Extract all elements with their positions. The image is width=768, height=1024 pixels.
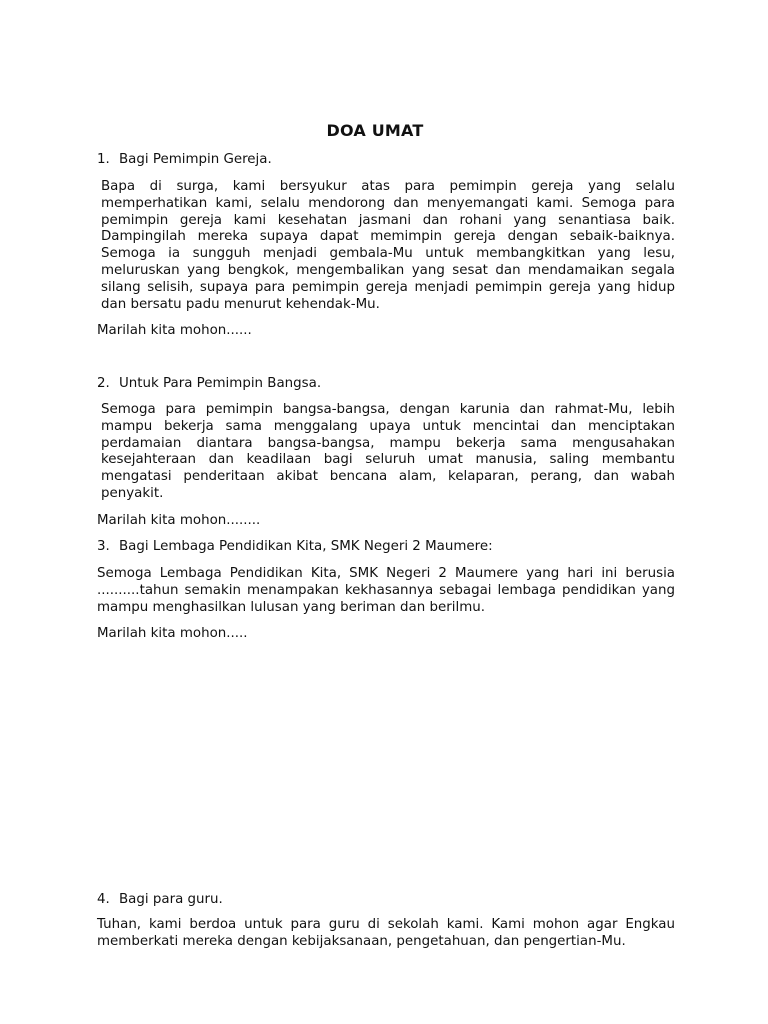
section-3-heading-text: Bagi Lembaga Pendidikan Kita, SMK Negeri 2 Maumere:: [119, 539, 493, 554]
section-4-heading-text: Bagi para guru.: [119, 892, 223, 907]
section-4-number: 4.: [97, 892, 110, 907]
section-3-response: Marilah kita mohon.....: [97, 626, 248, 641]
document-title: DOA UMAT: [326, 121, 424, 140]
section-3-heading: [97, 539, 493, 556]
section-3-body: Semoga Lembaga Pendidikan Kita, SMK Negeri 2 Maumere yang hari ini berusia ..........tahun semakin menampakan kekhasannya sebagai lembaga pendidikan yang mampu menghasilkan lulusan yang beriman dan berilmu.: [97, 566, 675, 615]
section-2-heading-text: Untuk Para Pemimpin Bangsa.: [119, 376, 322, 391]
section-2-number: 2.: [97, 376, 110, 391]
section-1-heading: [97, 152, 272, 169]
section-2-heading: [97, 376, 321, 393]
section-4-heading: [97, 892, 223, 909]
section-1-response: Marilah kita mohon......: [97, 323, 252, 338]
section-2-response: Marilah kita mohon........: [97, 513, 261, 528]
section-3-number: 3.: [97, 539, 110, 554]
section-2-body: Semoga para pemimpin bangsa-bangsa, dengan karunia dan rahmat-Mu, lebih mampu bekerja sama menggalang upaya untuk mencintai dan menciptakan perdamaian diantara bangsa-bangsa, mampu bekerja sama mengusahakan kesejahteraan dan keadilaan bagi seluruh umat manusia, saling membantu mengatasi penderitaan akibat bencana alam, kelaparan, perang, dan wabah penyakit.: [101, 402, 675, 501]
section-1-number: 1.: [97, 152, 110, 167]
section-1-body: Bapa di surga, kami bersyukur atas para pemimpin gereja yang selalu memperhatikan kami, selalu mendorong dan menyemangati kami. Semoga para pemimpin gereja kami kesehatan jasmani dan rohani yang senantiasa baik. Dampingilah mereka supaya dapat memimpin gereja dengan sebaik-baiknya. Semoga ia sungguh menjadi gembala-Mu untuk membangkitkan yang lesu, meluruskan yang bengkok, mengembalikan yang sesat dan mendamaikan segala silang selisih, supaya para pemimpin gereja menjadi pemimpin gereja yang hidup dan bersatu padu menurut kehendak-Mu.: [101, 179, 675, 312]
section-1-heading-text: Bagi Pemimpin Gereja.: [119, 152, 272, 167]
section-4-body: Tuhan, kami berdoa untuk para guru di sekolah kami. Kami mohon agar Engkau memberkati mereka dengan kebijaksanaan, pengetahuan, dan pengertian-Mu.: [97, 917, 675, 949]
